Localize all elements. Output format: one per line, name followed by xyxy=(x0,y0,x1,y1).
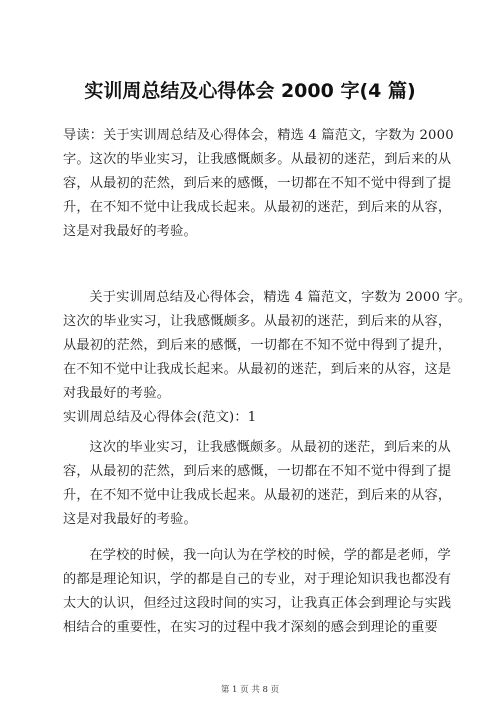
intro-line: 字。这次的毕业实习，让我感慨颇多。从最初的迷茫，到后来的从 xyxy=(63,152,452,167)
summary-paragraph xyxy=(63,286,472,406)
summary-line: 在不知不觉中让我成长起来。从最初的迷茫，到后来的从容，这是 xyxy=(63,362,452,377)
document-title: 实训周总结及心得体会 2000 字(4 篇) xyxy=(84,80,416,102)
sample-heading-text: 实训周总结及心得体会(范文)：1 xyxy=(63,410,257,425)
sample-para1-line: 这次的毕业实习，让我感慨颇多。从最初的迷茫，到后来的从 xyxy=(89,440,451,455)
page-number-footer: 第 1 页 共 8 页 xyxy=(220,685,280,695)
sample-para1-line: 升，在不知不觉中让我成长起来。从最初的迷茫，到后来的从容， xyxy=(63,488,452,503)
sample-paragraph-2 xyxy=(63,544,452,640)
intro-line: 这是对我最好的考验。 xyxy=(63,224,197,239)
sample-para2-line: 的都是理论知识，学的都是自己的专业，对于理论知识我也都没有 xyxy=(63,572,452,587)
summary-line: 这次的毕业实习，让我感慨颇多。从最初的迷茫，到后来的从容， xyxy=(63,314,452,329)
summary-line: 关于实训周总结及心得体会，精选 4 篇范文，字数为 2000 字。 xyxy=(89,290,472,305)
sample-para1-line: 这是对我最好的考验。 xyxy=(63,512,197,527)
intro-line: 导读：关于实训周总结及心得体会，精选 4 篇范文，字数为 2000 xyxy=(63,128,454,143)
sample-para2-line: 太大的认识，但经过这段时间的实习，让我真正体会到理论与实践 xyxy=(63,596,452,611)
sample-para2-line: 相结合的重要性，在实习的过程中我才深刻的感会到理论的重要 xyxy=(63,620,438,635)
intro-line: 升，在不知不觉中让我成长起来。从最初的迷茫，到后来的从容， xyxy=(63,200,452,215)
sample-paragraph-1 xyxy=(63,436,452,532)
intro-paragraph xyxy=(63,124,454,244)
sample-para2-line: 在学校的时候，我一向认为在学校的时候，学的都是老师，学 xyxy=(89,548,451,563)
intro-line: 容，从最初的茫然，到后来的感慨，一切都在不知不觉中得到了提 xyxy=(63,176,452,191)
summary-line: 从最初的茫然，到后来的感慨，一切都在不知不觉中得到了提升， xyxy=(63,338,452,353)
summary-line: 对我最好的考验。 xyxy=(63,386,171,401)
sample-para1-line: 容，从最初的茫然，到后来的感慨，一切都在不知不觉中得到了提 xyxy=(63,464,452,479)
sample-heading xyxy=(63,406,438,430)
